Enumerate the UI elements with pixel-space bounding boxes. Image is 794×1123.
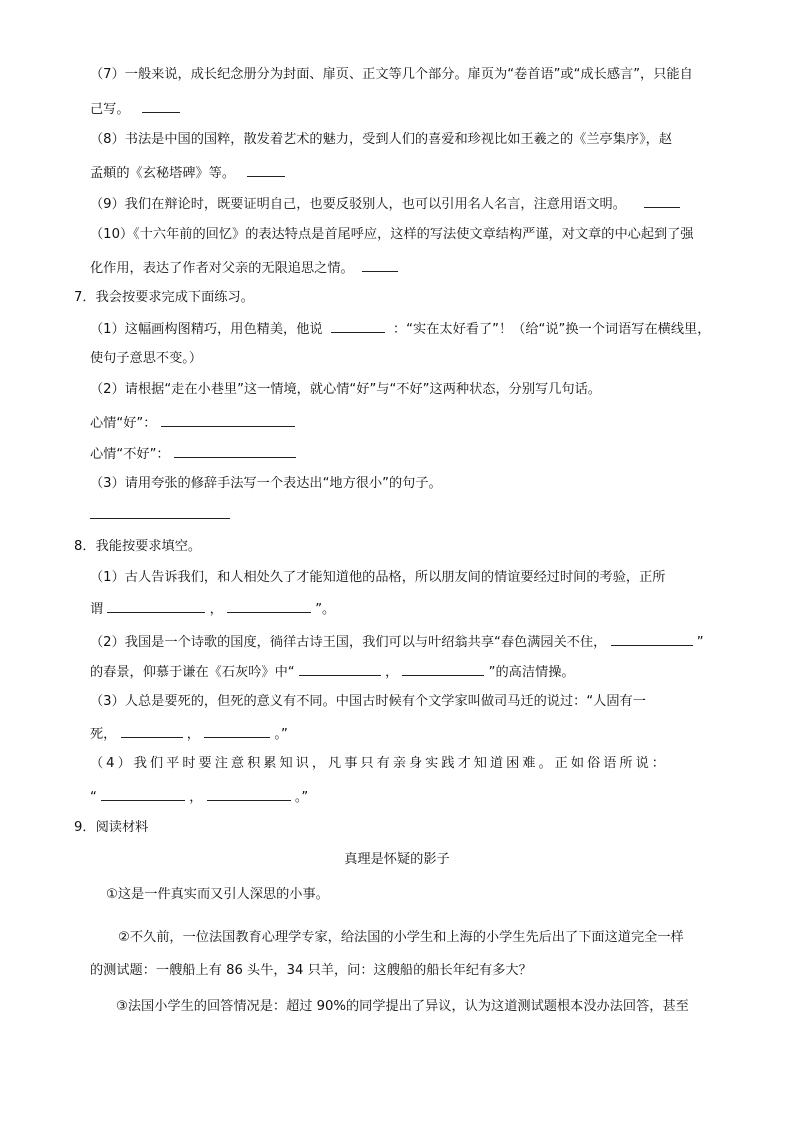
q9-paragraph-2-line2: 的测试题：一艘船上有 86 头牛，34 只羊，问：这艘船的船长年纪有多大？ [90, 963, 532, 978]
q7-good-line [90, 412, 295, 434]
q7-sub2: （2）请根据“走在小巷里”这一情境，就心情“好”与“不好”这两种状态，分别写几句话。 [90, 382, 601, 397]
q9-passage-title: 真理是怀疑的影子 [344, 852, 450, 867]
q6-item8-text: 孟頫的《玄秘塔碑》等。 [90, 166, 236, 181]
q8-sub3-line1: （3）人总是要死的，但死的意义有不同。中国古时候有个文学家叫做司马迁的说过：“人固有一 [90, 694, 646, 709]
answer-blank[interactable] [227, 598, 311, 613]
q7-sub3-answer-line [90, 504, 230, 526]
q6-item10-line2 [90, 257, 398, 279]
q7-bad-label: 心情“不好”： [90, 447, 170, 462]
q8-heading: 8．我能按要求填空。 [74, 539, 202, 554]
answer-blank[interactable] [247, 162, 285, 177]
q7-sub1-line2: 使句子意思不变。） [90, 351, 203, 366]
q9-heading: 9．阅读材料 [74, 820, 149, 835]
answer-blank[interactable] [402, 661, 484, 676]
answer-blank[interactable] [174, 443, 296, 458]
answer-blank[interactable] [107, 598, 205, 613]
q7-bad-line [90, 443, 296, 465]
q6-item10-text: 化作用，表达了作者对父亲的无限追思之情。 [90, 261, 354, 276]
q8-sub2-text-e: ”的高洁情操。 [488, 665, 575, 680]
q6-item9-line [90, 193, 680, 215]
q8-sub1-line1: （1）古人告诉我们，和人相处久了才能知道他的品格，所以朋友间的情谊要经过时间的考验，正所 [90, 570, 666, 585]
q9-paragraph-1: ①这是一件真实而又引人深思的小事。 [106, 887, 329, 902]
answer-blank[interactable] [121, 723, 183, 738]
q6-item7-line2 [90, 98, 180, 120]
answer-blank[interactable] [331, 318, 385, 333]
q8-sub1-line2 [90, 598, 335, 620]
q8-sub3-text-a: 死， [90, 727, 117, 742]
q7-good-label: 心情“好”： [90, 416, 157, 431]
answer-blank[interactable] [362, 257, 398, 272]
q6-item8-line1: （8）书法是中国的国粹，散发着艺术的魅力，受到人们的喜爱和珍视比如王羲之的《兰亭集序》，赵 [90, 132, 673, 147]
q7-heading: 7．我会按要求完成下面练习。 [74, 290, 254, 305]
q8-sub3-text-c: 。” [274, 727, 288, 742]
q8-sub4-text-b: ， [189, 790, 203, 805]
answer-blank[interactable] [611, 631, 693, 646]
answer-blank[interactable] [161, 412, 295, 427]
answer-blank[interactable] [644, 193, 680, 208]
q8-sub4-line1: （4）我们平时要注意积累知识，凡事只有亲身实践才知道困难。正如俗语所说： [90, 756, 668, 771]
q9-paragraph-3: ③法国小学生的回答情况是：超过 90%的同学提出了异议，认为这道测试题根本没办法回答，甚至 [116, 999, 689, 1014]
q7-sub1-text-a: （1）这幅画构图精巧，用色精美，他说 [90, 322, 323, 337]
q7-sub3: （3）请用夸张的修辞手法写一个表达出“地方很小”的句子。 [90, 476, 442, 491]
q8-sub1-text-c: ”。 [315, 602, 336, 617]
q8-sub2-text-c: 的春景，仰慕于谦在《石灰吟》中“ [90, 665, 295, 680]
answer-blank[interactable] [101, 786, 185, 801]
q8-sub1-text-a: 谓 [90, 602, 104, 617]
q6-item9-text: （9）我们在辩论时，既要证明自己，也要反驳别人，也可以引用名人名言，注意用语文明。 [90, 197, 626, 212]
q7-sub1-line1 [90, 318, 710, 340]
q8-sub2-text-b: ” [696, 635, 704, 650]
q8-sub1-text-b: ， [209, 602, 223, 617]
q8-sub2-line1 [90, 631, 704, 653]
answer-blank[interactable] [142, 98, 180, 113]
q9-paragraph-2-line1: ②不久前，一位法国教育心理学专家，给法国的小学生和上海的小学生先后出了下面这道完全一样 [118, 930, 684, 945]
q8-sub3-line2 [90, 723, 288, 745]
q8-sub2-line2 [90, 661, 575, 683]
q8-sub2-text-a: （2）我国是一个诗歌的国度，徜徉古诗王国，我们可以与叶绍翁共享“春色满园关不住， [90, 635, 607, 650]
answer-blank[interactable] [207, 786, 291, 801]
q8-sub4-line2 [90, 786, 308, 808]
q8-sub4-text-a: “ [90, 790, 97, 805]
q6-item10-line1: （10）《十六年前的回忆》的表达特点是首尾呼应，这样的写法使文章结构严谨，对文章的中心起到了强 [90, 227, 694, 242]
q6-item8-line2 [90, 162, 285, 184]
q8-sub3-text-b: ， [186, 727, 200, 742]
q8-sub2-text-d: ， [385, 665, 399, 680]
q6-item7-line1: （7）一般来说，成长纪念册分为封面、扉页、正文等几个部分。扉页为“卷首语”或“成长感言”，只能自 [90, 67, 693, 82]
answer-blank[interactable] [204, 723, 270, 738]
answer-blank[interactable] [299, 661, 381, 676]
q7-sub1-text-b: ：“实在太好看了”！（给“说”换一个词语写在横线里， [392, 322, 711, 337]
q6-item7-text: 己写。 [90, 102, 130, 117]
answer-blank[interactable] [90, 504, 230, 519]
q8-sub4-text-c: 。” [294, 790, 309, 805]
